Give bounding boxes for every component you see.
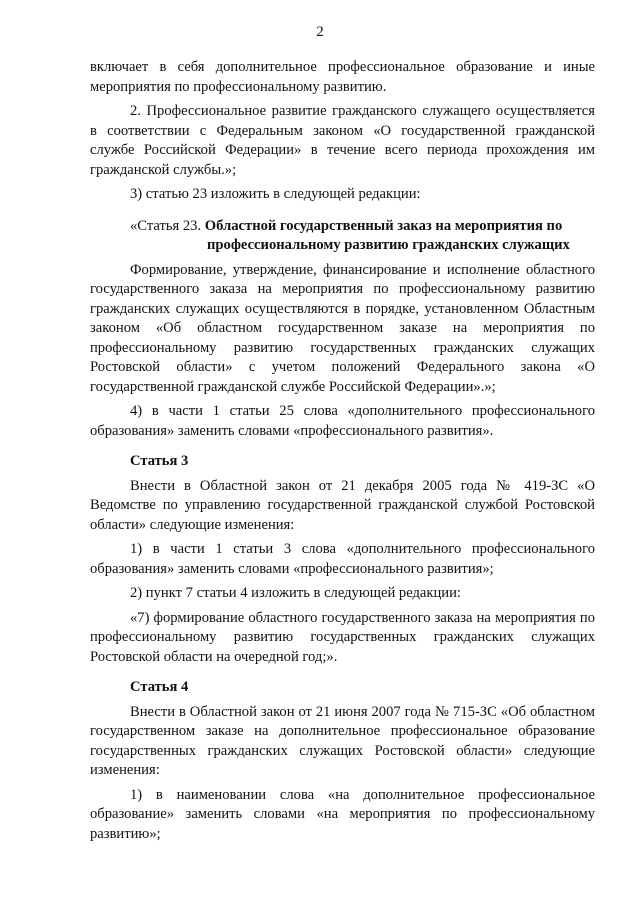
article-23-heading <box>90 217 595 255</box>
article-23-title-line2: профессиональному развитию гражданских служащих <box>207 236 570 253</box>
paragraph: включает в себя дополнительное профессиональное образование и иные мероприятия по профессиональному развитию. <box>90 59 595 95</box>
paragraph: 1) в наименовании слова «на дополнительное профессиональное образование» заменить словами «на мероприятия по профессиональному развитию»; <box>90 786 595 842</box>
paragraph: «7) формирование областного государственного заказа на мероприятия по профессиональному развитию государственных гражданских служащих Ростовской области на очередной год;». <box>90 609 595 665</box>
section-heading: Статья 4 <box>130 679 189 695</box>
paragraph: 1) в части 1 статьи 3 слова «дополнительного профессионального образования» заменить словами «профессионального развития»; <box>90 541 595 577</box>
paragraph: 4) в части 1 статьи 25 слова «дополнительного профессионального образования» заменить словами «профессионального развития». <box>90 403 595 439</box>
article-23-lead: «Статья 23. <box>130 217 205 234</box>
paragraph: Внести в Областной закон от 21 декабря 2005 года № 419-ЗС «О Ведомстве по управлению государственной гражданской службой Ростовской области» следующие изменения: <box>90 477 595 533</box>
paragraph: 3) статью 23 изложить в следующей редакции: <box>130 186 421 202</box>
page-number: 2 <box>316 24 324 40</box>
paragraph: Формирование, утверждение, финансирование и исполнение областного государственного заказа на мероприятия по профессиональному развитию гражданских служащих осуществляются в порядке, установленном Областным законом «Об областном государственном заказе на мероприятия по профессиональному развитию государственных гражданских служащих Ростовской области» с учетом положений Федерального закона «О государственной гражданской службе Российской Федерации».»; <box>90 261 595 395</box>
document-body <box>90 58 595 849</box>
paragraph: Внести в Областной закон от 21 июня 2007 года № 715-ЗС «Об областном государственном заказе на дополнительное профессиональное образование государственных гражданских служащих Ростовской области» следующие изменения: <box>90 703 595 778</box>
paragraph: 2. Профессиональное развитие гражданского служащего осуществляется в соответствии с Федеральным законом «О государственной гражданской службе Российской Федерации» в течение всего периода прохождения им гражданской службы.»; <box>90 103 595 178</box>
section-heading: Статья 3 <box>130 453 189 469</box>
article-23-title-line1: Областной государственный заказ на мероприятия по <box>204 217 563 234</box>
paragraph: 2) пункт 7 статьи 4 изложить в следующей редакции: <box>130 585 461 601</box>
